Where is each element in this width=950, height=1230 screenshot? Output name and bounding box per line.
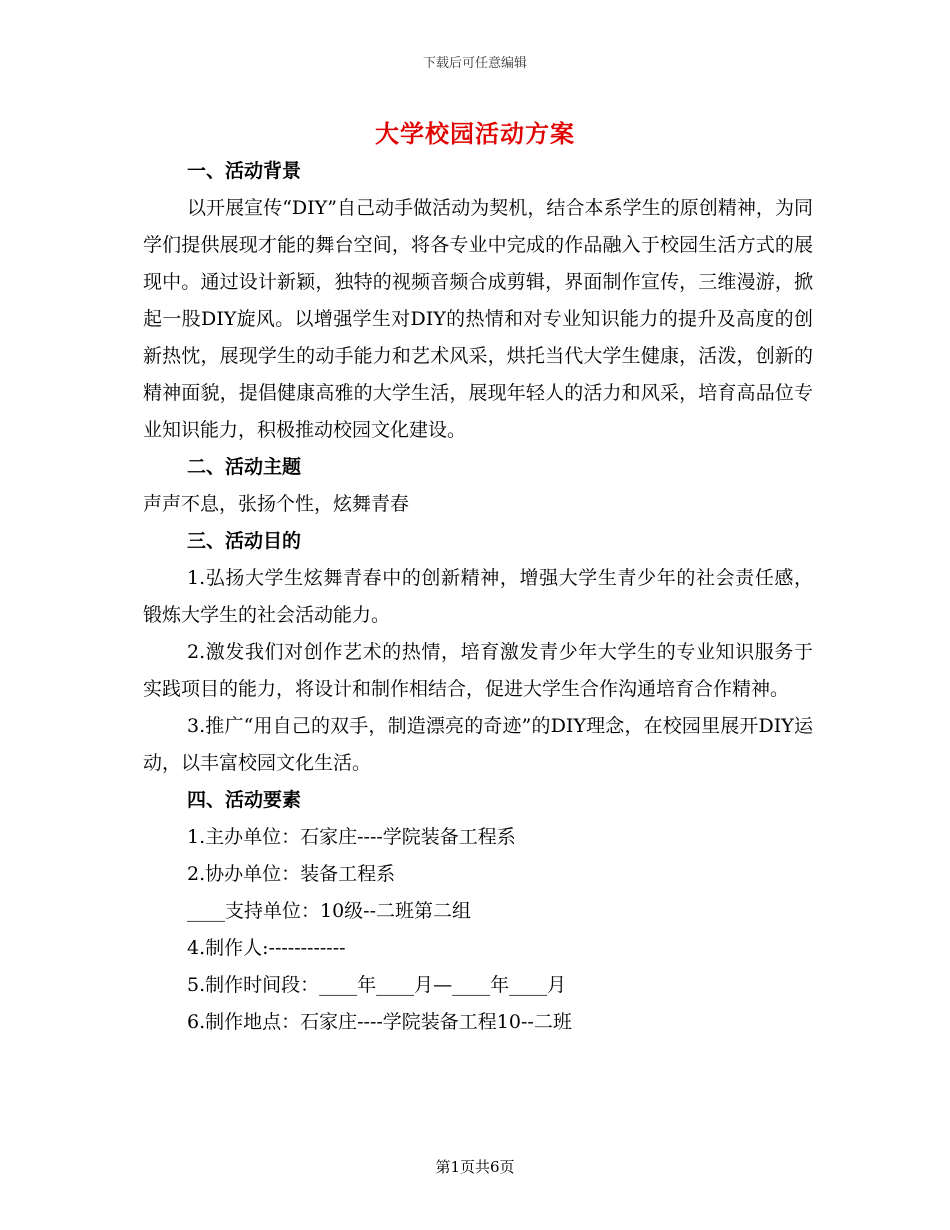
element-item-6: 6.制作地点：石家庄----学院装备工程10--二班 [187, 1011, 572, 1033]
element-item-5: 5.制作时间段：____年____月—____年____月 [187, 974, 567, 996]
goal-item-1: 1.弘扬大学生炫舞青春中的创新精神，增强大学生青少年的社会责任感，锻炼大学生的社会活动能力。 [143, 567, 813, 626]
section-heading-background: 一、活动背景 [187, 160, 302, 182]
page-footer: 第1页共6页 [435, 1158, 515, 1176]
goal-item-3: 3.推广“用自己的双手，制造漂亮的奇迹”的DIY理念，在校园里展开DIY运动，以丰富校园文化生活。 [143, 715, 813, 774]
section-heading-elements: 四、活动要素 [187, 789, 302, 811]
document-body [143, 153, 813, 1041]
header-note: 下载后可任意编辑 [422, 56, 527, 71]
element-item-3: ____支持单位：10级--二班第二组 [187, 900, 472, 922]
element-item-4: 4.制作人:------------ [187, 937, 346, 959]
element-item-1: 1.主办单位：石家庄----学院装备工程系 [187, 826, 516, 848]
theme-text: 声声不息，张扬个性，炫舞青春 [143, 493, 410, 515]
document-title: 大学校园活动方案 [375, 119, 575, 148]
section-heading-goals: 三、活动目的 [187, 530, 302, 552]
background-paragraph: 以开展宣传“DIY”自己动手做活动为契机，结合本系学生的原创精神，为同学们提供展现才能的舞台空间，将各专业中完成的作品融入于校园生活方式的展现中。通过设计新颖，独特的视频音频合成剪辑，界面制作宣传，三维漫游，掀起一股DIY旋风。以增强学生对DIY的热情和对专业知识能力的提升及高度的创新热忱，展现学生的动手能力和艺术风采，烘托当代大学生健康，活泼，创新的精神面貌，提倡健康高雅的大学生活，展现年轻人的活力和风采，培育高品位专业知识能力，积极推动校园文化建设。 [143, 197, 813, 441]
section-heading-theme: 二、活动主题 [187, 456, 302, 478]
goal-item-2: 2.激发我们对创作艺术的热情，培育激发青少年大学生的专业知识服务于实践项目的能力，将设计和制作相结合，促进大学生合作沟通培育合作精神。 [143, 641, 813, 700]
element-item-2: 2.协办单位：装备工程系 [187, 863, 396, 885]
